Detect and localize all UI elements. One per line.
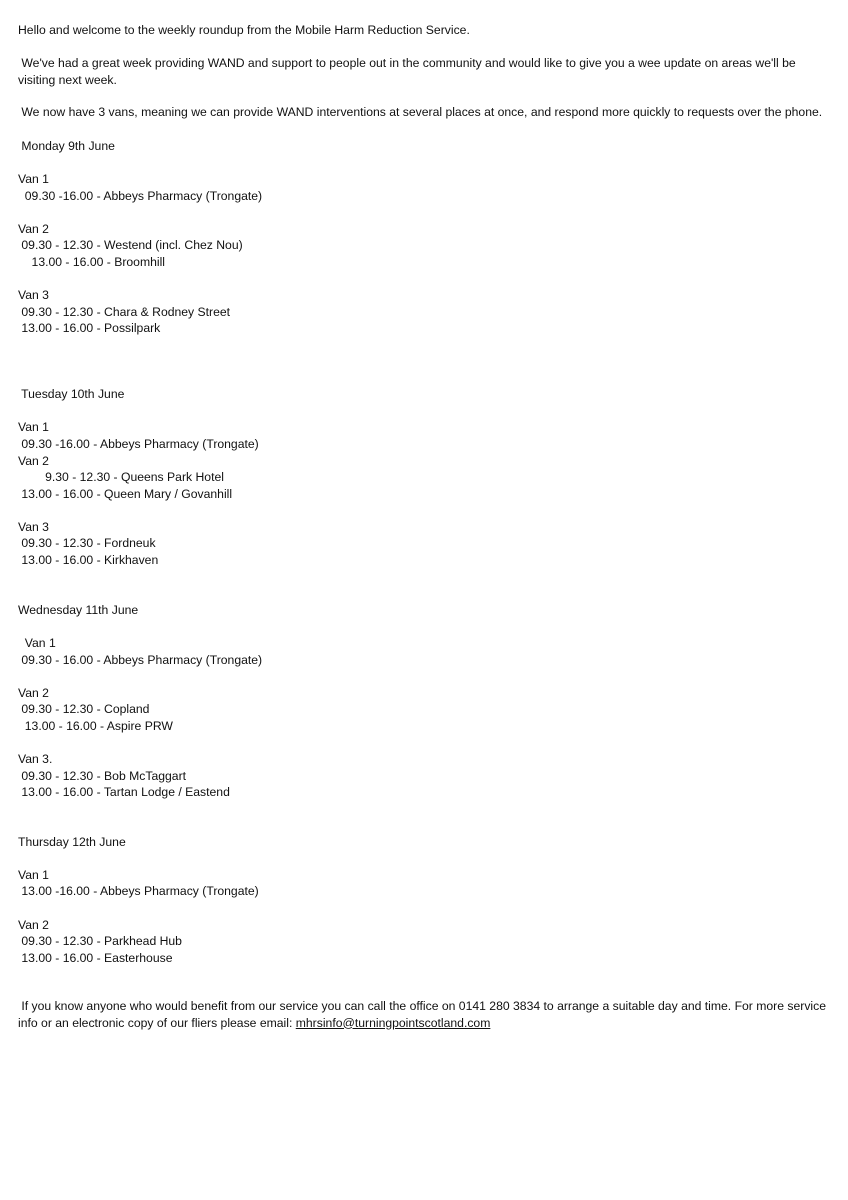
thursday-van1-slot: 13.00 -16.00 - Abbeys Pharmacy (Trongate) [18, 884, 259, 898]
contact-paragraph [18, 998, 833, 1031]
tuesday-van2-slot: 13.00 - 16.00 - Queen Mary / Govanhill [18, 487, 233, 501]
monday-heading: Monday 9th June [18, 139, 115, 153]
thursday-heading: Thursday 12th June [18, 835, 126, 849]
wednesday-van1-slot: 09.30 - 16.00 - Abbeys Pharmacy (Trongate) [18, 653, 263, 667]
monday-van2-slot: 09.30 - 12.30 - Westend (incl. Chez Nou) [18, 238, 243, 252]
wednesday-van1-label: Van 1 [18, 636, 56, 650]
monday-van3-label: Van 3 [18, 288, 49, 302]
thursday-van2-slot: 13.00 - 16.00 - Easterhouse [18, 951, 173, 965]
tuesday-heading: Tuesday 10th June [18, 387, 125, 401]
monday-van3-slot: 13.00 - 16.00 - Possilpark [18, 321, 161, 335]
tuesday-van1-label: Van 1 [18, 420, 49, 434]
tuesday-van3-slot: 09.30 - 12.30 - Fordneuk [18, 536, 156, 550]
thursday-van1-label: Van 1 [18, 868, 49, 882]
thursday-van2-slot: 09.30 - 12.30 - Parkhead Hub [18, 934, 182, 948]
wednesday-van3-slot: 09.30 - 12.30 - Bob McTaggart [18, 769, 187, 783]
monday-van2-label: Van 2 [18, 222, 49, 236]
tuesday-van1-slot: 09.30 -16.00 - Abbeys Pharmacy (Trongate) [18, 437, 259, 451]
tuesday-van3-slot: 13.00 - 16.00 - Kirkhaven [18, 553, 159, 567]
monday-van2-slot: 13.00 - 16.00 - Broomhill [18, 255, 165, 269]
wednesday-van3-label: Van 3. [18, 752, 53, 766]
vans-paragraph: We now have 3 vans, meaning we can provide WAND interventions at several places at once, and respond more quickly to requests over the phone. [18, 105, 823, 119]
wednesday-van3-slot: 13.00 - 16.00 - Tartan Lodge / Eastend [18, 785, 230, 799]
thursday-van2-label: Van 2 [18, 918, 49, 932]
monday-van3-slot: 09.30 - 12.30 - Chara & Rodney Street [18, 305, 231, 319]
tuesday-van3-label: Van 3 [18, 520, 49, 534]
wednesday-heading: Wednesday 11th June [18, 603, 139, 617]
tuesday-van2-slot: 9.30 - 12.30 - Queens Park Hotel [18, 470, 224, 484]
email-link[interactable]: mhrsinfo@turningpointscotland.com [295, 1015, 491, 1030]
monday-van1-slot: 09.30 -16.00 - Abbeys Pharmacy (Trongate) [18, 189, 263, 203]
wednesday-van2-slot: 13.00 - 16.00 - Aspire PRW [18, 719, 173, 733]
contact-text: If you know anyone who would benefit from our service you can call the office on 0141 280 3834 to arrange a suitable day and time. For more service info or an electronic copy of our fliers please email: [18, 999, 830, 1030]
wednesday-van2-label: Van 2 [18, 686, 49, 700]
wednesday-van2-slot: 09.30 - 12.30 - Copland [18, 702, 150, 716]
intro-text: Hello and welcome to the weekly roundup from the Mobile Harm Reduction Service. [18, 23, 470, 37]
tuesday-van2-label: Van 2 [18, 454, 49, 468]
update-paragraph: We've had a great week providing WAND and support to people out in the community and would like to give you a wee update on areas we'll be visiting next week. [18, 56, 800, 87]
monday-van1-label: Van 1 [18, 172, 49, 186]
